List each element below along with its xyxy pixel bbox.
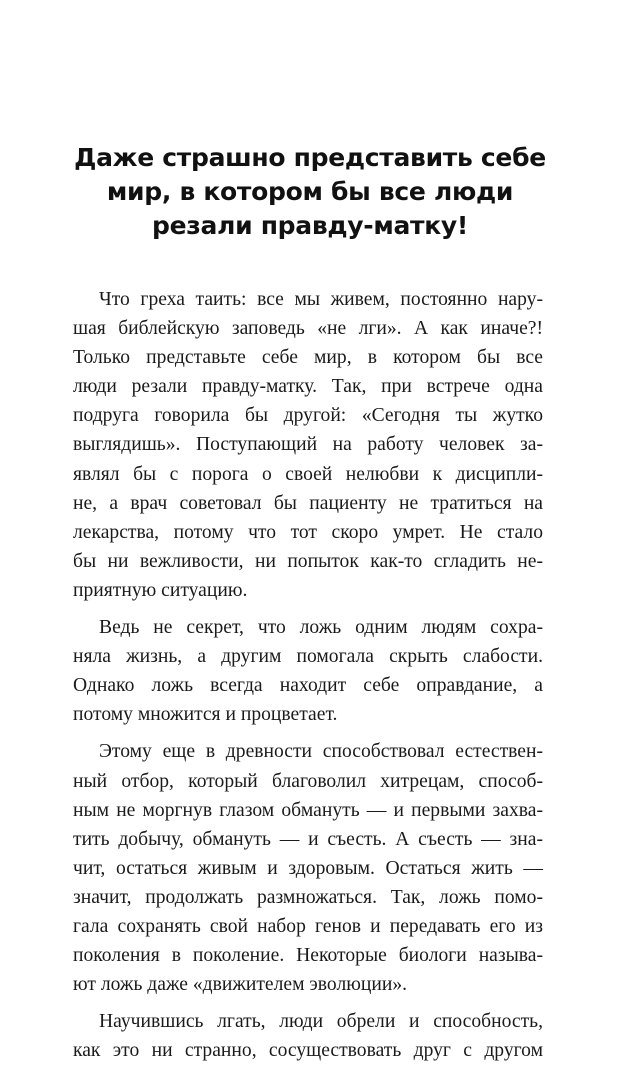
text-line: являл бы с порога о своей нелюбви к дисципли- <box>73 463 543 485</box>
text-line: Этому еще в древности способствовал естествен- <box>99 741 543 763</box>
heading-line: Даже страшно представить себе <box>74 143 546 172</box>
text-line: подруга говорила бы другой: «Сегодня ты жутко <box>73 405 543 427</box>
text-line: ный отбор, который благоволил хитрецам, способ- <box>73 770 543 792</box>
text-line: Только представьте себе мир, в котором бы все <box>73 347 543 369</box>
heading-line: резали правду-матку! <box>152 211 468 240</box>
text-line: выглядишь». Поступающий на работу человек за- <box>73 434 543 456</box>
text-line: люди резали правду-матку. Так, при встрече одна <box>73 376 543 398</box>
text-line: не, а врач советовал бы пациенту не тратиться на <box>73 492 543 514</box>
text-line: ным не моргнув глазом обмануть — и первыми захва- <box>73 799 543 821</box>
paragraph <box>73 285 543 605</box>
paragraph <box>73 613 543 729</box>
text-line: Что греха таить: все мы живем, постоянно нару- <box>99 289 543 310</box>
text-line: Ведь не секрет, что ложь одним людям сохра- <box>99 617 543 639</box>
text-line: ют ложь даже «движителем эволюции». <box>73 974 408 996</box>
text-line: бы ни вежливости, ни попыток как-то сгладить не- <box>73 550 543 572</box>
paragraph <box>73 737 543 999</box>
text-line: тить добычу, обмануть — и съесть. А съесть — зна- <box>73 828 543 850</box>
body-text <box>73 285 543 1065</box>
chapter-heading <box>60 141 560 243</box>
text-line: приятную ситуацию. <box>73 579 248 601</box>
text-line: Однако ложь всегда находит себе оправдание, а <box>73 675 543 697</box>
heading-line: мир, в котором бы все люди <box>106 177 514 206</box>
text-line: няла жизнь, а другим помогала скрыть слабости. <box>73 646 543 668</box>
text-line: шая библейскую заповедь «не лги». А как иначе?! <box>73 318 543 340</box>
text-line: потому множится и процветает. <box>73 704 338 726</box>
text-line: поколения в поколение. Некоторые биологи называ- <box>73 945 543 967</box>
text-line: Научившись лгать, люди обрели и способность, <box>99 1011 543 1033</box>
text-line: лекарства, потому что тот скоро умрет. Не стало <box>73 521 543 543</box>
text-line: значит, продолжать размножаться. Так, ложь помо- <box>73 886 543 908</box>
text-line: гала сохранять свой набор генов и передавать его из <box>73 915 543 937</box>
text-line: как это ни странно, сосуществовать друг с другом <box>73 1040 543 1062</box>
text-line: чит, остаться живым и здоровым. Остаться жить — <box>73 857 543 879</box>
paragraph <box>73 1007 543 1065</box>
